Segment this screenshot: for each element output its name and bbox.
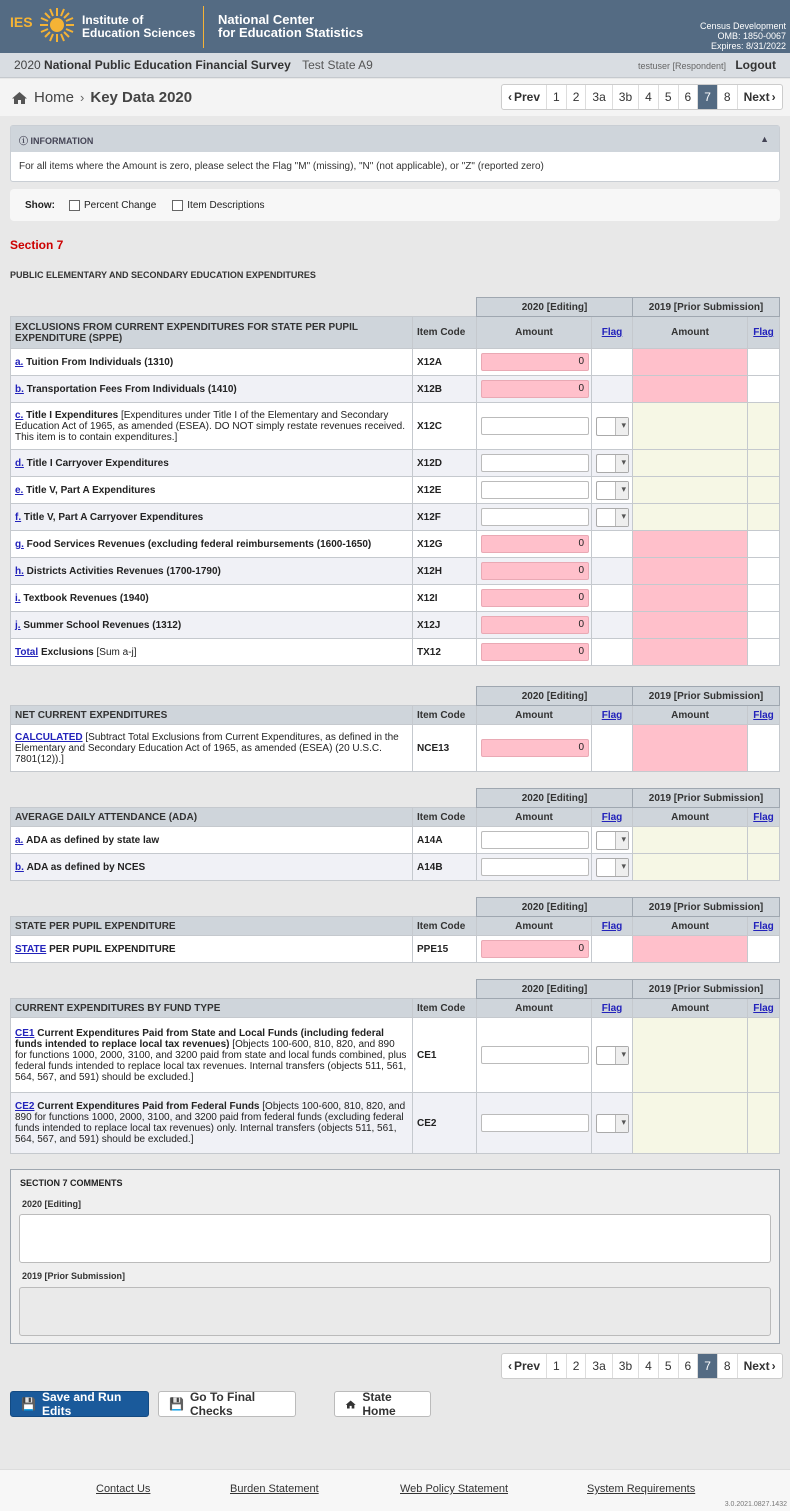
item-label: Title I Carryover Expenditures xyxy=(26,457,169,469)
amount-input: 0 xyxy=(481,940,589,958)
item-link[interactable]: d. xyxy=(15,457,24,469)
pager-bottom-page-1[interactable]: 1 xyxy=(547,1354,567,1378)
item-label: Title I Expenditures xyxy=(26,409,119,421)
save-run-edits-button[interactable]: 💾 Save and Run Edits xyxy=(10,1391,149,1417)
prior-flag xyxy=(748,854,780,881)
pager-top-page-4[interactable]: 4 xyxy=(639,85,659,109)
header-divider xyxy=(203,6,204,48)
flag-select[interactable] xyxy=(596,858,629,877)
item-code: X12B xyxy=(413,376,477,403)
amount-input: 0 xyxy=(481,616,589,634)
sun-logo-icon xyxy=(38,6,76,44)
information-text: For all items where the Amount is zero, please select the Flag "M" (missing), "N" (not applicable), or "Z" (reported zero) xyxy=(19,161,544,172)
prior-amount xyxy=(633,531,748,558)
footer xyxy=(0,1469,790,1511)
column-item-code: Item Code xyxy=(413,999,477,1018)
pager-top-page-1[interactable]: 1 xyxy=(547,85,567,109)
show-options: Show: Percent Change Item Descriptions xyxy=(10,189,780,221)
flag-select[interactable] xyxy=(596,1046,629,1065)
pager-bottom-page-3a[interactable]: 3a xyxy=(586,1354,612,1378)
amount-input: 0 xyxy=(481,535,589,553)
prior-amount xyxy=(633,504,748,531)
ies-logo[interactable]: IES xyxy=(10,14,33,30)
table-row xyxy=(11,827,780,854)
column-amount: Amount xyxy=(477,999,592,1018)
amount-input: 0 xyxy=(481,589,589,607)
breadcrumb-current: Key Data 2020 xyxy=(90,89,193,106)
item-link[interactable]: b. xyxy=(15,383,24,395)
table-row xyxy=(11,1093,780,1154)
census-info: Census Development OMB: 1850-0067 Expires: 8/31/2022 xyxy=(699,21,786,51)
item-code: A14B xyxy=(413,854,477,881)
item-code: TX12 xyxy=(413,639,477,666)
comments-editing-textarea[interactable] xyxy=(19,1214,771,1263)
amount-input: 0 xyxy=(481,353,589,371)
item-label: ADA as defined by state law xyxy=(26,834,160,846)
table-row xyxy=(11,936,780,963)
amount-input: 0 xyxy=(481,562,589,580)
ies-name[interactable]: Institute of Education Sciences xyxy=(82,13,196,40)
prior-amount xyxy=(633,349,748,376)
item-link[interactable]: g. xyxy=(15,538,24,550)
column-flag-link[interactable]: Flag xyxy=(592,917,633,936)
breadcrumb xyxy=(11,89,192,106)
prior-flag xyxy=(748,725,780,772)
pagination-bottom xyxy=(501,1353,783,1379)
item-link[interactable]: i. xyxy=(15,592,21,604)
amount-input: 0 xyxy=(481,739,589,757)
table-ada xyxy=(10,788,780,881)
flag-select[interactable] xyxy=(596,831,629,850)
column-prior-flag-link[interactable]: Flag xyxy=(748,706,780,725)
table-title: AVERAGE DAILY ATTENDANCE (ADA) xyxy=(11,808,413,827)
chevron-right-icon: › xyxy=(80,90,85,105)
pager-bottom-page-5[interactable]: 5 xyxy=(659,1354,679,1378)
item-code: CE2 xyxy=(413,1093,477,1154)
item-code: X12H xyxy=(413,558,477,585)
amount-input[interactable] xyxy=(481,858,589,876)
item-label: Current Expenditures Paid from State and Local Funds (including federal funds intended to replace local tax revenues) xyxy=(15,1027,384,1050)
comments-prior-label: 2019 [Prior Submission] xyxy=(22,1271,126,1281)
prior-flag xyxy=(748,639,780,666)
table-row xyxy=(11,854,780,881)
web-policy-link[interactable]: Web Policy Statement xyxy=(400,1483,509,1495)
column-amount: Amount xyxy=(477,808,592,827)
table-title: STATE PER PUPIL EXPENDITURE xyxy=(11,917,413,936)
nces-name[interactable]: National Center for Education Statistics xyxy=(218,12,364,40)
column-prior-flag-link[interactable]: Flag xyxy=(748,917,780,936)
table-title: EXCLUSIONS FROM CURRENT EXPENDITURES FOR STATE PER PUPIL EXPENDITURE (SPPE) xyxy=(11,317,413,349)
table-row xyxy=(11,639,780,666)
pager-bottom-page-7[interactable]: 7 xyxy=(698,1354,718,1378)
prior-amount xyxy=(633,585,748,612)
prior-amount xyxy=(633,827,748,854)
item-code: A14A xyxy=(413,827,477,854)
chevron-left-icon: ‹ xyxy=(508,90,512,104)
table-row xyxy=(11,558,780,585)
amount-input: 0 xyxy=(481,643,589,661)
pager-top-page-7[interactable]: 7 xyxy=(698,85,718,109)
table-net xyxy=(10,686,780,772)
table-row xyxy=(11,376,780,403)
item-label: Transportation Fees From Individuals (1410) xyxy=(26,383,237,395)
item-label: Exclusions xyxy=(40,646,94,658)
item-label: Title V, Part A Expenditures xyxy=(26,484,156,496)
item-code: X12D xyxy=(413,450,477,477)
home-icon xyxy=(345,1399,356,1410)
item-link[interactable]: b. xyxy=(15,861,24,873)
state-name: Test State A9 xyxy=(302,58,373,72)
amount-input[interactable] xyxy=(481,1046,589,1064)
comments-title: SECTION 7 COMMENTS xyxy=(20,1178,123,1188)
item-label: Summer School Revenues (1312) xyxy=(23,619,182,631)
section-comments xyxy=(10,1169,780,1344)
save-icon: 💾 xyxy=(169,1397,184,1411)
prior-amount xyxy=(633,376,748,403)
column-prior-flag-link[interactable]: Flag xyxy=(748,999,780,1018)
item-link[interactable]: CE2 xyxy=(15,1101,35,1112)
item-link[interactable]: e. xyxy=(15,484,24,496)
pager-top-next-button[interactable]: Next › xyxy=(743,90,776,104)
chevron-right-icon: › xyxy=(771,1359,776,1373)
item-link[interactable]: h. xyxy=(15,565,24,577)
prior-flag xyxy=(748,349,780,376)
item-link[interactable]: Total xyxy=(15,646,39,658)
column-item-code: Item Code xyxy=(413,917,477,936)
table-row xyxy=(11,531,780,558)
item-code: X12I xyxy=(413,585,477,612)
pager-top-page-2[interactable]: 2 xyxy=(567,85,587,109)
item-label: Current Expenditures Paid from Federal Funds xyxy=(37,1101,260,1112)
column-prior-amount: Amount xyxy=(633,317,748,349)
pager-bottom-next-button[interactable]: Next › xyxy=(743,1359,776,1373)
amount-input: 0 xyxy=(481,380,589,398)
prior-amount xyxy=(633,725,748,772)
amount-input[interactable] xyxy=(481,454,589,472)
item-label: Districts Activities Revenues (1700-1790) xyxy=(26,565,221,577)
item-code: X12F xyxy=(413,504,477,531)
section-title: Section 7 xyxy=(10,238,64,252)
item-link[interactable]: STATE xyxy=(15,943,47,955)
table-exclusions xyxy=(10,297,780,666)
table-row xyxy=(11,504,780,531)
column-prior-amount: Amount xyxy=(633,706,748,725)
prior-flag xyxy=(748,936,780,963)
breadcrumb-home[interactable]: Home xyxy=(34,89,75,106)
table-row xyxy=(11,612,780,639)
comments-prior-textarea xyxy=(19,1287,771,1336)
table-row xyxy=(11,349,780,376)
item-label: Title V, Part A Carryover Expenditures xyxy=(23,511,204,523)
prior-amount xyxy=(633,558,748,585)
go-to-final-checks-button[interactable]: 💾 Go To Final Checks xyxy=(158,1391,296,1417)
item-code: X12C xyxy=(413,403,477,450)
survey-title: 2020 National Public Education Financial Survey Test State A9 xyxy=(14,58,373,72)
section-subtitle: PUBLIC ELEMENTARY AND SECONDARY EDUCATION EXPENDITURES xyxy=(10,270,316,280)
prior-flag xyxy=(748,558,780,585)
item-code: CE1 xyxy=(413,1018,477,1093)
item-link[interactable]: CALCULATED xyxy=(15,731,83,743)
flag-select[interactable] xyxy=(596,1114,629,1133)
table-ppe xyxy=(10,897,780,963)
item-code: X12G xyxy=(413,531,477,558)
prior-flag xyxy=(748,477,780,504)
home-icon xyxy=(11,91,28,105)
user-name: testuser [Respondent] xyxy=(637,61,726,71)
amount-input[interactable] xyxy=(481,1114,589,1132)
item-label: ADA as defined by NCES xyxy=(26,861,146,873)
item-code: X12J xyxy=(413,612,477,639)
prior-amount xyxy=(633,612,748,639)
table-title: NET CURRENT EXPENDITURES xyxy=(11,706,413,725)
column-item-code: Item Code xyxy=(413,706,477,725)
flag-select[interactable] xyxy=(596,417,629,436)
item-description: [Objects 100-600, 810, 820, and 890 for functions 1000, 2000, 3100, and 3200 paid from state and local funds combined, plus federal funds intended to replace local tax revenues. Internal transfers (objects 511, 561, 564, 567, and 591) should be excluded.] xyxy=(15,1038,407,1083)
item-link[interactable]: a. xyxy=(15,356,24,368)
amount-input[interactable] xyxy=(481,831,589,849)
chevron-left-icon: ‹ xyxy=(508,1359,512,1373)
item-description: [Expenditures under Title I of the Elementary and Secondary Education Act of 1965, as amended (ESEA). DO NOT simply restate revenues received. This item is to contain expenditures.] xyxy=(15,409,406,443)
percent-change-checkbox[interactable] xyxy=(69,200,80,211)
item-link[interactable]: f. xyxy=(15,511,22,523)
prior-amount xyxy=(633,639,748,666)
logout-link[interactable]: Logout xyxy=(735,58,776,72)
column-prior-flag-link[interactable]: Flag xyxy=(748,317,780,349)
header-editing: 2020 [Editing] xyxy=(477,980,633,999)
header-prior: 2019 [Prior Submission] xyxy=(633,898,780,917)
table-row xyxy=(11,1018,780,1093)
item-link[interactable]: a. xyxy=(15,834,24,846)
collapse-caret-icon[interactable]: ▲ xyxy=(760,134,769,144)
prior-flag xyxy=(748,531,780,558)
pager-top-page-3b[interactable]: 3b xyxy=(613,85,639,109)
header-prior: 2019 [Prior Submission] xyxy=(633,980,780,999)
header-editing: 2020 [Editing] xyxy=(477,898,633,917)
prior-amount xyxy=(633,1093,748,1154)
pager-bottom-prev-button[interactable]: ‹ Prev xyxy=(502,1354,547,1378)
info-icon: ⓘ xyxy=(19,136,29,146)
prior-amount xyxy=(633,1018,748,1093)
column-prior-amount: Amount xyxy=(633,808,748,827)
pager-bottom-page-6[interactable]: 6 xyxy=(679,1354,699,1378)
table-row xyxy=(11,585,780,612)
version-number: 3.0.2021.0827.1432 xyxy=(724,1501,787,1508)
flag-select[interactable] xyxy=(596,454,629,473)
prior-flag xyxy=(748,450,780,477)
prior-amount xyxy=(633,854,748,881)
header-editing: 2020 [Editing] xyxy=(477,789,633,808)
header-prior: 2019 [Prior Submission] xyxy=(633,789,780,808)
amount-input[interactable] xyxy=(481,508,589,526)
item-label: Food Services Revenues (excluding federal reimbursements (1600-1650) xyxy=(26,538,372,550)
item-label: Tuition From Individuals (1310) xyxy=(26,356,174,368)
system-requirements-link[interactable]: System Requirements xyxy=(587,1483,696,1495)
item-link[interactable]: j. xyxy=(15,619,21,631)
flag-select[interactable] xyxy=(596,481,629,500)
amount-input[interactable] xyxy=(481,417,589,435)
prior-amount xyxy=(633,450,748,477)
item-code: PPE15 xyxy=(413,936,477,963)
item-label: PER PUPIL EXPENDITURE xyxy=(49,943,176,955)
item-description: [Sum a-j] xyxy=(93,646,137,658)
prior-amount xyxy=(633,403,748,450)
item-description: [Subtract Total Exclusions from Current Expenditures, as defined in the Elementary and Secondary Education Act of 1965, as amended (ESEA) (20 U.S.C. 7801(12)).] xyxy=(15,731,399,765)
state-home-button[interactable]: State Home xyxy=(334,1391,431,1417)
header-prior: 2019 [Prior Submission] xyxy=(633,687,780,706)
pager-top-page-8[interactable]: 8 xyxy=(718,85,738,109)
prior-amount xyxy=(633,477,748,504)
table-row xyxy=(11,477,780,504)
prior-flag xyxy=(748,376,780,403)
contact-us-link[interactable]: Contact Us xyxy=(96,1483,151,1495)
column-item-code: Item Code xyxy=(413,808,477,827)
item-code: X12A xyxy=(413,349,477,376)
pager-top-prev-button[interactable]: ‹ Prev xyxy=(502,85,547,109)
pager-bottom-page-2[interactable]: 2 xyxy=(567,1354,587,1378)
header-editing: 2020 [Editing] xyxy=(477,298,633,317)
column-flag-link[interactable]: Flag xyxy=(592,999,633,1018)
item-description: [Objects 100-600, 810, 820, and 890 for functions 1000, 2000, 3100, and 3200 paid from federal funds (excluding federal funds intended to replace local tax revenues) only. Internal transfers (objects 511, 561, 564, 567, and 591) should be excluded.] xyxy=(15,1101,406,1145)
table-row xyxy=(11,403,780,450)
pager-top-page-3a[interactable]: 3a xyxy=(586,85,612,109)
pager-bottom-page-4[interactable]: 4 xyxy=(639,1354,659,1378)
pager-bottom-page-8[interactable]: 8 xyxy=(718,1354,738,1378)
table-title: CURRENT EXPENDITURES BY FUND TYPE xyxy=(11,999,413,1018)
pager-top-page-5[interactable]: 5 xyxy=(659,85,679,109)
prior-flag xyxy=(748,403,780,450)
column-amount: Amount xyxy=(477,917,592,936)
pagination-top xyxy=(501,84,783,110)
table-row xyxy=(11,450,780,477)
prior-flag xyxy=(748,1018,780,1093)
item-link[interactable]: c. xyxy=(15,409,24,421)
column-flag-link[interactable]: Flag xyxy=(592,706,633,725)
prior-flag xyxy=(748,827,780,854)
column-amount: Amount xyxy=(477,317,592,349)
item-label: Textbook Revenues (1940) xyxy=(23,592,149,604)
column-amount: Amount xyxy=(477,706,592,725)
item-code: X12E xyxy=(413,477,477,504)
column-prior-amount: Amount xyxy=(633,999,748,1018)
column-flag-link[interactable]: Flag xyxy=(592,317,633,349)
column-item-code: Item Code xyxy=(413,317,477,349)
pager-bottom-page-3b[interactable]: 3b xyxy=(613,1354,639,1378)
save-icon: 💾 xyxy=(21,1397,36,1411)
column-prior-amount: Amount xyxy=(633,917,748,936)
prior-flag xyxy=(748,1093,780,1154)
information-panel xyxy=(10,125,780,182)
flag-select[interactable] xyxy=(596,508,629,527)
column-prior-flag-link[interactable]: Flag xyxy=(748,808,780,827)
burden-statement-link[interactable]: Burden Statement xyxy=(230,1483,319,1495)
pager-top-page-6[interactable]: 6 xyxy=(679,85,699,109)
header-editing: 2020 [Editing] xyxy=(477,687,633,706)
item-link[interactable]: CE1 xyxy=(15,1027,35,1039)
prior-amount xyxy=(633,936,748,963)
table-fund xyxy=(10,979,780,1154)
prior-flag xyxy=(748,504,780,531)
prior-flag xyxy=(748,612,780,639)
prior-flag xyxy=(748,585,780,612)
information-header[interactable]: ⓘ INFORMATION ▲ xyxy=(11,126,779,152)
amount-input[interactable] xyxy=(481,481,589,499)
comments-editing-label: 2020 [Editing] xyxy=(22,1199,82,1209)
header-prior: 2019 [Prior Submission] xyxy=(633,298,780,317)
chevron-right-icon: › xyxy=(771,90,776,104)
top-banner xyxy=(0,0,790,53)
table-row xyxy=(11,725,780,772)
item-code: NCE13 xyxy=(413,725,477,772)
column-flag-link[interactable]: Flag xyxy=(592,808,633,827)
item-descriptions-checkbox[interactable] xyxy=(172,200,183,211)
